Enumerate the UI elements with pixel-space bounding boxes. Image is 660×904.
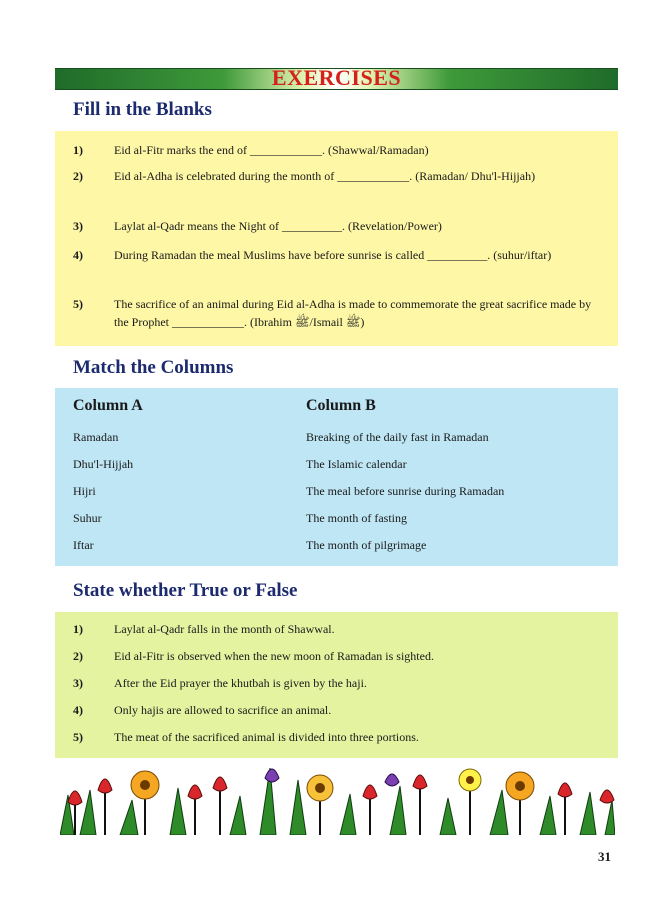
item-number: 2) — [73, 649, 83, 663]
item-number: 5) — [73, 297, 83, 311]
fill-blanks-title: Fill in the Blanks — [73, 99, 212, 120]
item-number: 4) — [73, 703, 83, 717]
true-false-panel — [55, 612, 618, 758]
item-text: Eid al-Fitr marks the end of ____________. (Shawwal/Ramadan) — [114, 143, 429, 157]
column-a-cell: Suhur — [73, 511, 102, 525]
page-number: 31 — [598, 849, 611, 864]
true-false-title: State whether True or False — [73, 580, 298, 601]
item-text: Laylat al-Qadr means the Night of __________. (Revelation/Power) — [114, 219, 442, 233]
item-text: Eid al-Fitr is observed when the new moon of Ramadan is sighted. — [114, 649, 434, 663]
page-title: EXERCISES — [271, 65, 402, 90]
item-text: The meat of the sacrificed animal is divided into three portions. — [114, 730, 419, 744]
item-number: 1) — [73, 143, 83, 157]
item-number: 2) — [73, 169, 83, 183]
column-a-cell: Iftar — [73, 538, 94, 552]
column-a-cell: Hijri — [73, 484, 96, 498]
column-a-header: Column A — [73, 397, 143, 414]
item-text: After the Eid prayer the khutbah is given by the haji. — [114, 676, 367, 690]
column-a-cell: Dhu'l-Hijjah — [73, 457, 134, 471]
item-text: The sacrifice of an animal during Eid al-Adha is made to commemorate the great sacrifice made by the Prophet ____________. (Ibrahim ﷺ/Ismail ﷺ) — [114, 297, 592, 329]
item-text: Laylat al-Qadr falls in the month of Shawwal. — [114, 622, 335, 636]
item-number: 3) — [73, 676, 83, 690]
item-number: 4) — [73, 248, 83, 262]
match-columns-title: Match the Columns — [73, 357, 234, 378]
item-number: 5) — [73, 730, 83, 744]
column-b-cell: The month of pilgrimage — [306, 538, 427, 552]
item-number: 1) — [73, 622, 83, 636]
flower-garden-illustration — [60, 760, 615, 835]
column-b-cell: The month of fasting — [306, 511, 407, 525]
item-text: During Ramadan the meal Muslims have before sunrise is called __________. (suhur/iftar) — [114, 248, 552, 262]
column-b-cell: Breaking of the daily fast in Ramadan — [306, 430, 489, 444]
column-b-header: Column B — [306, 397, 376, 414]
item-number: 3) — [73, 219, 83, 233]
column-b-cell: The meal before sunrise during Ramadan — [306, 484, 505, 498]
exercises-banner — [55, 65, 618, 90]
column-a-cell: Ramadan — [73, 430, 119, 444]
match-columns-panel — [55, 388, 618, 566]
column-b-cell: The Islamic calendar — [306, 457, 407, 471]
item-text: Only hajis are allowed to sacrifice an animal. — [114, 703, 332, 717]
fill-blanks-panel — [55, 131, 618, 346]
item-text: Eid al-Adha is celebrated during the month of ____________. (Ramadan/ Dhu'l-Hijjah) — [114, 169, 536, 183]
